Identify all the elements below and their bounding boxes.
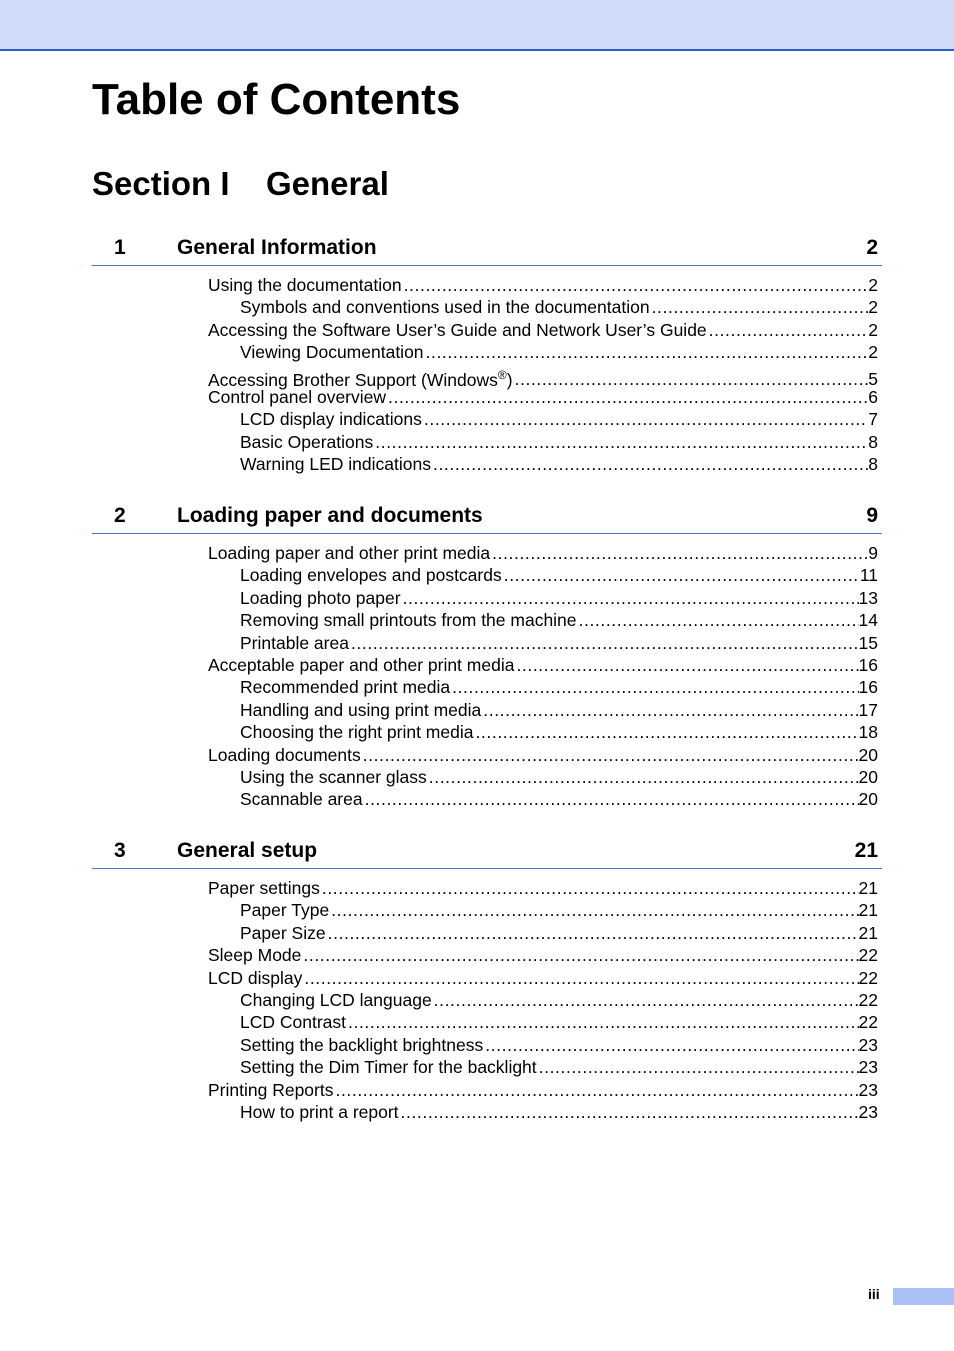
chapter-page: 9	[866, 504, 878, 527]
chapter-page: 2	[866, 236, 878, 259]
toc-entry-page: 23	[858, 1057, 878, 1078]
toc-entry-page: 23	[858, 1079, 878, 1100]
toc-entry-label: Control panel overview	[208, 386, 387, 407]
dot-leader	[483, 1034, 858, 1056]
chapter-number: 3	[114, 839, 126, 862]
toc-entry[interactable]	[208, 654, 882, 676]
toc-entry-label: Acceptable paper and other print media	[208, 654, 515, 675]
chapter-title: Loading paper and documents	[177, 504, 483, 527]
toc-entry-page: 18	[858, 722, 878, 743]
dot-leader	[502, 564, 860, 586]
toc-entry[interactable]	[240, 788, 882, 810]
toc-chapter-3	[92, 836, 882, 1123]
toc-entry[interactable]	[240, 989, 882, 1011]
toc-entry-page: 7	[868, 409, 878, 430]
toc-entry-label: Changing LCD language	[240, 989, 432, 1010]
toc-entry-label: Removing small printouts from the machine	[240, 610, 577, 631]
dot-leader	[333, 1079, 858, 1101]
dot-leader	[401, 587, 859, 609]
toc-entry-label: Paper Type	[240, 900, 330, 921]
toc-entry-label: LCD Contrast	[240, 1012, 347, 1033]
toc-entry-page: 23	[858, 1034, 878, 1055]
toc-entry-page: 6	[868, 386, 878, 407]
dot-leader	[302, 967, 858, 989]
toc-entry[interactable]	[240, 899, 882, 921]
toc-entry-label: Using the scanner glass	[240, 766, 427, 787]
toc-entry[interactable]	[208, 744, 882, 766]
toc-entry-page: 22	[858, 967, 878, 988]
toc-entry[interactable]	[208, 1079, 882, 1101]
toc-chapter-1	[92, 233, 882, 476]
toc-entry-page: 22	[858, 989, 878, 1010]
toc-entry-page: 23	[858, 1101, 878, 1122]
dot-leader	[329, 899, 858, 921]
toc-entry-page: 16	[858, 654, 878, 675]
toc-entry-page: 2	[868, 319, 878, 340]
toc-entry[interactable]	[240, 1034, 882, 1056]
toc-chapter-2	[92, 501, 882, 811]
dot-leader	[424, 341, 869, 363]
toc-entry[interactable]	[240, 676, 882, 698]
toc-entry-page: 21	[858, 878, 878, 898]
dot-leader	[481, 699, 858, 721]
toc-entry-page: 2	[868, 297, 878, 318]
toc-entry-label: Loading envelopes and postcards	[240, 565, 502, 586]
toc-entry[interactable]	[240, 453, 882, 475]
toc-entry-label: Handling and using print media	[240, 699, 482, 720]
toc-entry-page: 17	[858, 699, 878, 720]
section-number: Section I	[92, 165, 230, 202]
toc-entry-label: Printable area	[240, 632, 349, 653]
toc-entry-label: Scannable area	[240, 789, 363, 810]
toc-entry-page: 16	[858, 677, 878, 698]
toc-entry-page: 21	[858, 900, 878, 921]
toc-entry-page: 22	[858, 1012, 878, 1033]
dot-leader	[399, 1101, 859, 1123]
toc-entry-list	[92, 274, 882, 476]
dot-leader	[363, 788, 859, 810]
toc-entry-label: Printing Reports	[208, 1079, 334, 1100]
toc-entry-label: Loading photo paper	[240, 587, 401, 608]
toc-entry-label: Setting the Dim Timer for the backlight	[240, 1057, 537, 1078]
toc-entry-page: 15	[858, 632, 878, 653]
toc-entry[interactable]	[208, 274, 882, 296]
toc-entry-page: 5	[868, 369, 878, 390]
toc-entry-page: 14	[858, 610, 878, 631]
dot-leader	[537, 1056, 859, 1078]
toc-entry-page: 20	[858, 744, 878, 765]
toc-entry-list	[92, 542, 882, 811]
dot-leader	[320, 877, 859, 899]
toc-entry[interactable]	[240, 1056, 882, 1078]
toc-entry-page: 2	[868, 342, 878, 363]
toc-entry-page: 2	[868, 275, 878, 295]
toc-entry-page: 11	[859, 565, 878, 586]
toc-entry[interactable]	[208, 319, 882, 341]
footer-tab	[893, 1288, 954, 1305]
toc-entry-page: 22	[858, 945, 878, 966]
dot-leader	[432, 989, 859, 1011]
chapter-number: 2	[114, 504, 126, 527]
toc-entry-list	[92, 877, 882, 1123]
toc-entry[interactable]	[240, 341, 882, 363]
toc-entry-label-suffix: )	[506, 369, 513, 390]
toc-entry[interactable]	[240, 766, 882, 788]
toc-entry[interactable]	[208, 967, 882, 989]
chapter-title: General Information	[177, 236, 377, 259]
dot-leader	[450, 676, 858, 698]
toc-entry-label: Warning LED indications	[240, 454, 431, 475]
footer-page-number: iii	[868, 1286, 880, 1302]
registered-mark: ®	[497, 367, 507, 382]
toc-entry[interactable]	[208, 386, 882, 408]
toc-entry[interactable]	[240, 431, 882, 453]
toc-entry-label: Sleep Mode	[208, 945, 302, 966]
toc-entry-label: LCD display indications	[240, 409, 422, 430]
chapter-title: General setup	[177, 839, 318, 862]
toc-entry-label: Loading paper and other print media	[208, 543, 491, 563]
toc-entry[interactable]	[240, 1101, 882, 1123]
toc-entry-label: Paper Size	[240, 922, 326, 943]
dot-leader	[361, 744, 859, 766]
dot-leader	[514, 654, 858, 676]
section-title: General	[266, 165, 389, 202]
toc-entry[interactable]	[240, 721, 882, 743]
dot-leader	[473, 721, 858, 743]
toc-entry[interactable]	[240, 408, 882, 430]
toc-entry[interactable]	[240, 699, 882, 721]
chapter-heading[interactable]	[92, 836, 882, 869]
toc-entry[interactable]	[208, 542, 882, 564]
dot-leader	[650, 296, 869, 318]
toc-entry-page: 8	[868, 454, 878, 475]
toc-entry-page: 8	[868, 431, 878, 452]
toc-entry-page: 13	[858, 587, 878, 608]
dot-leader	[577, 609, 859, 631]
dot-leader	[346, 1011, 859, 1033]
toc-entry-page: 21	[858, 922, 878, 943]
toc-entry[interactable]	[240, 632, 882, 654]
dot-leader	[422, 408, 868, 430]
dot-leader	[326, 922, 859, 944]
top-header-band	[0, 0, 954, 51]
dot-leader	[490, 542, 868, 564]
toc-entry-label: Accessing the Software User’s Guide and Network User’s Guide	[208, 319, 707, 340]
toc-entry-label: LCD display	[208, 967, 303, 988]
toc-entry-label: Basic Operations	[240, 431, 374, 452]
toc-entry-label: Setting the backlight brightness	[240, 1034, 484, 1055]
toc-entry-label: Symbols and conventions used in the documentation	[240, 297, 650, 318]
dot-leader	[707, 319, 869, 341]
toc-entry[interactable]	[240, 1011, 882, 1033]
toc-entry-label: Choosing the right print media	[240, 722, 474, 743]
chapter-heading[interactable]	[92, 233, 882, 266]
toc-entry-label: Paper settings	[208, 878, 320, 898]
toc-entry-label: Loading documents	[208, 744, 361, 765]
chapter-page: 21	[854, 839, 878, 862]
chapter-number: 1	[114, 236, 126, 259]
toc-entry[interactable]	[240, 564, 882, 586]
dot-leader	[427, 766, 859, 788]
toc-entry[interactable]	[240, 296, 882, 318]
toc-entry[interactable]	[240, 587, 882, 609]
toc-entry[interactable]	[240, 922, 882, 944]
dot-leader	[301, 944, 858, 966]
toc-entry-page: 20	[858, 766, 878, 787]
toc-entry-label: Using the documentation	[208, 275, 402, 295]
toc-entry-page: 20	[858, 789, 878, 810]
document-title: Table of Contents	[92, 75, 461, 124]
toc-entry[interactable]	[208, 877, 882, 899]
toc-entry-label: How to print a report	[240, 1101, 399, 1122]
toc-entry[interactable]	[240, 609, 882, 631]
dot-leader	[402, 274, 869, 296]
dot-leader	[386, 386, 868, 408]
section-heading	[92, 164, 389, 204]
toc-entry[interactable]	[208, 364, 882, 390]
toc-entry-label: Viewing Documentation	[240, 342, 424, 363]
toc-entry-label-text: Accessing Brother Support (Windows	[208, 369, 498, 390]
chapter-heading[interactable]	[92, 501, 882, 534]
dot-leader	[349, 632, 859, 654]
dot-leader	[431, 453, 868, 475]
dot-leader	[373, 431, 868, 453]
toc-entry-page: 9	[868, 543, 878, 563]
toc-entry-label: Recommended print media	[240, 677, 451, 698]
toc-entry[interactable]	[208, 944, 882, 966]
